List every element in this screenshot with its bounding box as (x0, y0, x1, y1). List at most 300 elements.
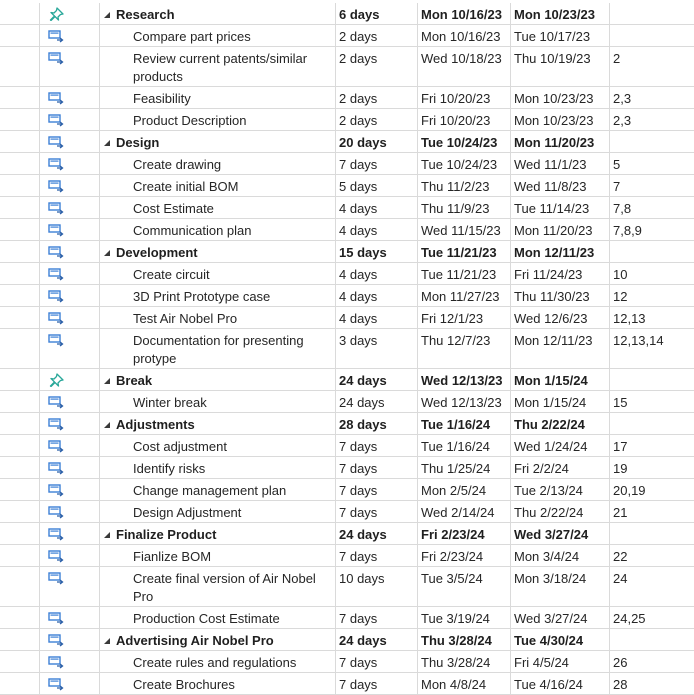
start-cell[interactable] (418, 651, 511, 672)
start-value: Thu 12/7/23 (421, 333, 491, 348)
start-cell[interactable] (418, 545, 511, 566)
task-name: Winter break (133, 395, 207, 410)
task-name: Test Air Nobel Pro (133, 311, 238, 326)
finish-cell[interactable] (511, 607, 610, 628)
predecessors-cell[interactable] (610, 545, 694, 566)
finish-cell[interactable] (511, 307, 610, 328)
collapse-triangle-icon[interactable] (104, 378, 110, 384)
predecessors-cell[interactable] (610, 607, 694, 628)
predecessors-cell[interactable] (610, 391, 694, 412)
task-name-cell[interactable] (100, 435, 336, 456)
finish-value: Fri 11/24/23 (514, 267, 583, 282)
task-mode-cell[interactable] (40, 479, 100, 500)
duration-cell[interactable] (336, 435, 418, 456)
finish-cell[interactable] (511, 219, 610, 240)
duration-cell[interactable] (336, 501, 418, 522)
task-name: Feasibility (133, 91, 191, 106)
start-value: Fri 10/20/23 (421, 91, 491, 106)
task-row[interactable] (0, 391, 694, 413)
finish-cell[interactable] (511, 153, 610, 174)
task-row[interactable] (0, 457, 694, 479)
task-mode-cell[interactable] (40, 47, 100, 86)
task-row[interactable] (0, 307, 694, 329)
task-mode-cell[interactable] (40, 131, 100, 152)
task-name: Product Description (133, 113, 247, 128)
task-name-cell[interactable] (100, 175, 336, 196)
start-cell[interactable] (418, 175, 511, 196)
task-mode-cell[interactable] (40, 109, 100, 130)
duration-cell[interactable] (336, 567, 418, 606)
finish-cell[interactable] (511, 391, 610, 412)
task-name-cell[interactable] (100, 607, 336, 628)
row-indicator-cell (0, 87, 40, 108)
finish-cell[interactable] (511, 435, 610, 456)
task-mode-cell[interactable] (40, 25, 100, 46)
predecessors-value: 2,3 (613, 91, 632, 106)
predecessors-cell[interactable] (610, 369, 694, 390)
row-indicator-cell (0, 241, 40, 262)
predecessors-cell[interactable] (610, 435, 694, 456)
auto-schedule-icon (48, 157, 64, 171)
auto-schedule-icon (48, 395, 64, 409)
row-indicator-cell (0, 47, 40, 86)
start-cell[interactable] (418, 673, 511, 694)
duration-value: 2 days (339, 113, 378, 128)
task-mode-cell[interactable] (40, 457, 100, 478)
task-name-cell[interactable] (100, 263, 336, 284)
start-cell[interactable] (418, 523, 511, 544)
task-name-cell[interactable] (100, 651, 336, 672)
start-cell[interactable] (418, 329, 511, 368)
task-row[interactable] (0, 673, 694, 695)
task-mode-cell[interactable] (40, 219, 100, 240)
predecessors-value: 17 (613, 439, 628, 454)
auto-schedule-icon (48, 91, 64, 105)
predecessors-cell[interactable] (610, 285, 694, 306)
summary-task-row[interactable] (0, 241, 694, 263)
finish-cell[interactable] (511, 25, 610, 46)
finish-value: Mon 12/11/23 (514, 245, 595, 260)
finish-value: Mon 3/4/24 (514, 549, 580, 564)
duration-value: 2 days (339, 29, 378, 44)
task-name-cell[interactable] (100, 307, 336, 328)
predecessors-cell[interactable] (610, 3, 694, 24)
task-name: 3D Print Prototype case (133, 289, 271, 304)
duration-cell[interactable] (336, 457, 418, 478)
task-name-cell[interactable] (100, 479, 336, 500)
duration-value: 4 days (339, 311, 378, 326)
start-cell[interactable] (418, 197, 511, 218)
predecessors-cell[interactable] (610, 567, 694, 606)
finish-cell[interactable] (511, 3, 610, 24)
finish-value: Mon 1/15/24 (514, 395, 587, 410)
predecessors-cell[interactable] (610, 523, 694, 544)
start-value: Thu 3/28/24 (421, 633, 492, 648)
collapse-triangle-icon[interactable] (104, 12, 110, 18)
task-mode-cell[interactable] (40, 435, 100, 456)
predecessors-cell[interactable] (610, 131, 694, 152)
predecessors-cell[interactable] (610, 651, 694, 672)
duration-cell[interactable] (336, 263, 418, 284)
task-row[interactable] (0, 329, 694, 369)
finish-cell[interactable] (511, 673, 610, 694)
summary-task-row[interactable] (0, 523, 694, 545)
task-row[interactable] (0, 109, 694, 131)
start-cell[interactable] (418, 87, 511, 108)
duration-cell[interactable] (336, 673, 418, 694)
predecessors-value: 7 (613, 179, 621, 194)
start-cell[interactable] (418, 435, 511, 456)
task-mode-cell[interactable] (40, 391, 100, 412)
task-mode-cell[interactable] (40, 545, 100, 566)
row-indicator-cell (0, 263, 40, 284)
duration-value: 7 days (339, 439, 378, 454)
duration-cell[interactable] (336, 651, 418, 672)
auto-schedule-icon (48, 505, 64, 519)
task-mode-cell[interactable] (40, 651, 100, 672)
duration-cell[interactable] (336, 47, 418, 86)
duration-cell[interactable] (336, 197, 418, 218)
task-name: Break (116, 373, 153, 388)
task-mode-cell[interactable] (40, 197, 100, 218)
finish-cell[interactable] (511, 87, 610, 108)
task-row[interactable] (0, 153, 694, 175)
start-cell[interactable] (418, 263, 511, 284)
duration-cell[interactable] (336, 369, 418, 390)
duration-cell[interactable] (336, 391, 418, 412)
auto-schedule-icon (48, 655, 64, 669)
task-name-cell[interactable] (100, 3, 336, 24)
task-mode-cell[interactable] (40, 3, 100, 24)
task-name-cell[interactable] (100, 457, 336, 478)
auto-schedule-icon (48, 29, 64, 43)
finish-cell[interactable] (511, 479, 610, 500)
finish-cell[interactable] (511, 523, 610, 544)
start-value: Tue 11/21/23 (421, 245, 497, 260)
pin-icon (48, 373, 64, 387)
finish-cell[interactable] (511, 369, 610, 390)
duration-cell[interactable] (336, 307, 418, 328)
duration-cell[interactable] (336, 329, 418, 368)
finish-value: Wed 1/24/24 (514, 439, 588, 454)
task-mode-cell[interactable] (40, 673, 100, 694)
start-cell[interactable] (418, 153, 511, 174)
task-name: Cost adjustment (133, 439, 227, 454)
task-mode-cell[interactable] (40, 175, 100, 196)
start-value: Tue 3/5/24 (421, 571, 483, 586)
row-indicator-cell (0, 285, 40, 306)
auto-schedule-icon (48, 311, 64, 325)
predecessors-cell[interactable] (610, 479, 694, 500)
task-row[interactable] (0, 435, 694, 457)
finish-value: Thu 2/22/24 (514, 505, 584, 520)
duration-cell[interactable] (336, 87, 418, 108)
start-cell[interactable] (418, 131, 511, 152)
task-mode-cell[interactable] (40, 263, 100, 284)
task-mode-cell[interactable] (40, 241, 100, 262)
predecessors-cell[interactable] (610, 307, 694, 328)
finish-value: Tue 4/30/24 (514, 633, 584, 648)
duration-value: 4 days (339, 223, 378, 238)
summary-task-row[interactable] (0, 131, 694, 153)
task-name-cell[interactable] (100, 391, 336, 412)
duration-cell[interactable] (336, 607, 418, 628)
duration-value: 28 days (339, 417, 387, 432)
predecessors-value: 22 (613, 549, 628, 564)
predecessors-cell[interactable] (610, 241, 694, 262)
start-cell[interactable] (418, 479, 511, 500)
task-name-cell[interactable] (100, 329, 336, 368)
finish-cell[interactable] (511, 501, 610, 522)
task-name-cell[interactable] (100, 25, 336, 46)
task-name-cell[interactable] (100, 413, 336, 434)
task-row[interactable] (0, 197, 694, 219)
finish-cell[interactable] (511, 567, 610, 606)
predecessors-cell[interactable] (610, 47, 694, 86)
start-value: Mon 11/27/23 (421, 289, 500, 304)
finish-cell[interactable] (511, 629, 610, 650)
finish-cell[interactable] (511, 329, 610, 368)
task-row[interactable] (0, 607, 694, 629)
start-cell[interactable] (418, 369, 511, 390)
predecessors-value: 7,8 (613, 201, 632, 216)
collapse-triangle-icon[interactable] (104, 638, 110, 644)
auto-schedule-icon (48, 289, 64, 303)
start-cell[interactable] (418, 285, 511, 306)
task-row[interactable] (0, 263, 694, 285)
task-row[interactable] (0, 479, 694, 501)
task-name-cell[interactable] (100, 197, 336, 218)
start-cell[interactable] (418, 413, 511, 434)
start-value: Wed 12/13/23 (421, 395, 502, 410)
summary-task-row[interactable] (0, 413, 694, 435)
finish-cell[interactable] (511, 651, 610, 672)
predecessors-cell[interactable] (610, 87, 694, 108)
start-value: Mon 4/8/24 (421, 677, 487, 692)
predecessors-cell[interactable] (610, 175, 694, 196)
task-row[interactable] (0, 651, 694, 673)
task-mode-cell[interactable] (40, 307, 100, 328)
predecessors-cell[interactable] (610, 629, 694, 650)
duration-cell[interactable] (336, 241, 418, 262)
duration-value: 15 days (339, 245, 387, 260)
row-indicator-cell (0, 523, 40, 544)
start-value: Thu 11/2/23 (421, 179, 490, 194)
task-row[interactable] (0, 501, 694, 523)
task-mode-cell[interactable] (40, 567, 100, 606)
predecessors-cell[interactable] (610, 263, 694, 284)
task-name-cell[interactable] (100, 153, 336, 174)
task-mode-cell[interactable] (40, 413, 100, 434)
collapse-triangle-icon[interactable] (104, 422, 110, 428)
duration-value: 24 days (339, 633, 387, 648)
row-indicator-cell (0, 307, 40, 328)
predecessors-cell[interactable] (610, 219, 694, 240)
row-indicator-cell (0, 673, 40, 694)
start-cell[interactable] (418, 629, 511, 650)
finish-value: Fri 2/2/24 (514, 461, 569, 476)
task-name-cell[interactable] (100, 629, 336, 650)
start-value: Mon 10/16/23 (421, 7, 502, 22)
task-name-cell[interactable] (100, 219, 336, 240)
start-value: Fri 2/23/24 (421, 527, 485, 542)
task-name: Compare part prices (133, 29, 251, 44)
duration-cell[interactable] (336, 131, 418, 152)
finish-cell[interactable] (511, 47, 610, 86)
duration-cell[interactable] (336, 25, 418, 46)
task-name: Adjustments (116, 417, 195, 432)
collapse-triangle-icon[interactable] (104, 140, 110, 146)
predecessors-cell[interactable] (610, 501, 694, 522)
task-name: Cost Estimate (133, 201, 214, 216)
duration-cell[interactable] (336, 109, 418, 130)
finish-value: Mon 3/18/24 (514, 571, 587, 586)
task-name-cell[interactable] (100, 673, 336, 694)
predecessors-value: 20,19 (613, 483, 646, 498)
duration-cell[interactable] (336, 153, 418, 174)
row-indicator-cell (0, 329, 40, 368)
start-cell[interactable] (418, 567, 511, 606)
task-row[interactable] (0, 25, 694, 47)
start-value: Thu 1/25/24 (421, 461, 491, 476)
auto-schedule-icon (48, 245, 64, 259)
summary-task-row[interactable] (0, 629, 694, 651)
start-cell[interactable] (418, 109, 511, 130)
duration-value: 4 days (339, 201, 378, 216)
task-name: Development (116, 245, 198, 260)
task-row[interactable] (0, 285, 694, 307)
task-mode-cell[interactable] (40, 629, 100, 650)
predecessors-cell[interactable] (610, 25, 694, 46)
finish-value: Wed 3/27/24 (514, 527, 589, 542)
duration-cell[interactable] (336, 545, 418, 566)
task-row[interactable] (0, 219, 694, 241)
start-cell[interactable] (418, 391, 511, 412)
task-mode-cell[interactable] (40, 87, 100, 108)
finish-cell[interactable] (511, 109, 610, 130)
predecessors-cell[interactable] (610, 329, 694, 368)
start-cell[interactable] (418, 25, 511, 46)
collapse-triangle-icon[interactable] (104, 532, 110, 538)
task-name-cell[interactable] (100, 87, 336, 108)
start-cell[interactable] (418, 219, 511, 240)
task-mode-cell[interactable] (40, 329, 100, 368)
collapse-triangle-icon[interactable] (104, 250, 110, 256)
task-name-cell[interactable] (100, 567, 336, 606)
finish-value: Mon 1/15/24 (514, 373, 588, 388)
task-row[interactable] (0, 47, 694, 87)
task-name: Communication plan (133, 223, 252, 238)
predecessors-cell[interactable] (610, 413, 694, 434)
start-cell[interactable] (418, 607, 511, 628)
task-name-cell[interactable] (100, 47, 336, 86)
finish-value: Wed 11/1/23 (514, 157, 587, 172)
task-row[interactable] (0, 567, 694, 607)
duration-cell[interactable] (336, 285, 418, 306)
task-name: Create final version of Air Nobel Pro (133, 571, 316, 604)
finish-cell[interactable] (511, 175, 610, 196)
task-name-cell[interactable] (100, 285, 336, 306)
predecessors-cell[interactable] (610, 673, 694, 694)
task-name: Fianlize BOM (133, 549, 212, 564)
summary-task-row[interactable] (0, 369, 694, 391)
predecessors-cell[interactable] (610, 109, 694, 130)
task-row[interactable] (0, 87, 694, 109)
task-mode-cell[interactable] (40, 523, 100, 544)
start-value: Mon 10/16/23 (421, 29, 501, 44)
predecessors-cell[interactable] (610, 457, 694, 478)
duration-value: 20 days (339, 135, 387, 150)
duration-cell[interactable] (336, 413, 418, 434)
duration-cell[interactable] (336, 523, 418, 544)
task-mode-cell[interactable] (40, 153, 100, 174)
duration-value: 7 days (339, 655, 378, 670)
start-value: Tue 1/16/24 (421, 417, 491, 432)
start-cell[interactable] (418, 3, 511, 24)
task-mode-cell[interactable] (40, 285, 100, 306)
row-indicator-cell (0, 131, 40, 152)
start-cell[interactable] (418, 47, 511, 86)
duration-cell[interactable] (336, 629, 418, 650)
duration-value: 7 days (339, 505, 378, 520)
duration-cell[interactable] (336, 175, 418, 196)
row-indicator-cell (0, 567, 40, 606)
start-value: Wed 2/14/24 (421, 505, 495, 520)
auto-schedule-icon (48, 267, 64, 281)
task-name-cell[interactable] (100, 369, 336, 390)
auto-schedule-icon (48, 51, 64, 65)
task-name-cell[interactable] (100, 131, 336, 152)
task-row[interactable] (0, 175, 694, 197)
task-name-cell[interactable] (100, 523, 336, 544)
task-name-cell[interactable] (100, 501, 336, 522)
row-indicator-cell (0, 607, 40, 628)
start-cell[interactable] (418, 307, 511, 328)
finish-cell[interactable] (511, 131, 610, 152)
finish-cell[interactable] (511, 263, 610, 284)
predecessors-cell[interactable] (610, 197, 694, 218)
finish-cell[interactable] (511, 241, 610, 262)
task-name: Create initial BOM (133, 179, 239, 194)
task-name-cell[interactable] (100, 241, 336, 262)
finish-cell[interactable] (511, 545, 610, 566)
task-name-cell[interactable] (100, 545, 336, 566)
task-mode-cell[interactable] (40, 501, 100, 522)
start-cell[interactable] (418, 457, 511, 478)
finish-cell[interactable] (511, 457, 610, 478)
finish-cell[interactable] (511, 413, 610, 434)
duration-cell[interactable] (336, 219, 418, 240)
task-name-cell[interactable] (100, 109, 336, 130)
row-indicator-cell (0, 391, 40, 412)
start-cell[interactable] (418, 501, 511, 522)
duration-cell[interactable] (336, 479, 418, 500)
finish-cell[interactable] (511, 285, 610, 306)
finish-value: Mon 10/23/23 (514, 91, 594, 106)
task-mode-cell[interactable] (40, 369, 100, 390)
duration-cell[interactable] (336, 3, 418, 24)
duration-value: 7 days (339, 483, 378, 498)
predecessors-cell[interactable] (610, 153, 694, 174)
finish-value: Tue 10/17/23 (514, 29, 591, 44)
start-cell[interactable] (418, 241, 511, 262)
finish-cell[interactable] (511, 197, 610, 218)
finish-value: Mon 11/20/23 (514, 223, 593, 238)
task-mode-cell[interactable] (40, 607, 100, 628)
finish-value: Thu 11/30/23 (514, 289, 590, 304)
task-row[interactable] (0, 545, 694, 567)
summary-task-row[interactable] (0, 3, 694, 25)
